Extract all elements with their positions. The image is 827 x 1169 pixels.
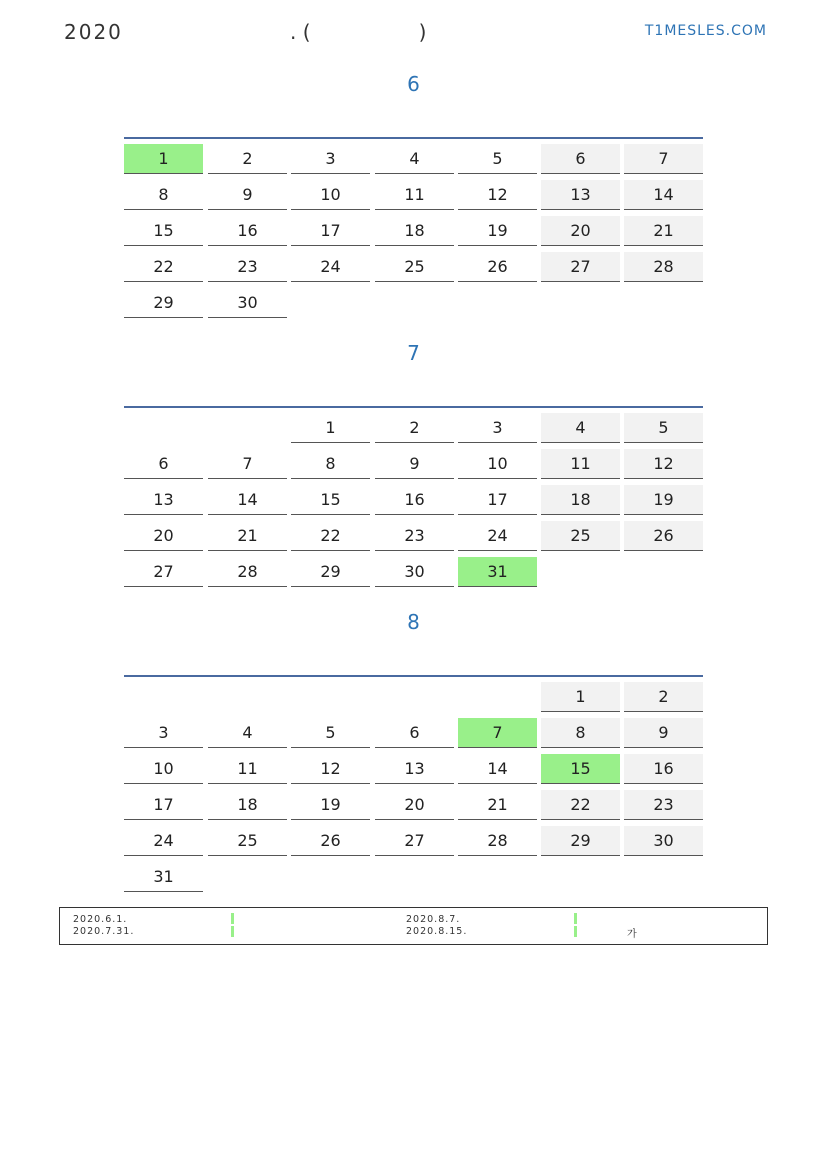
calendar-day: 27 (124, 557, 203, 587)
calendar-day-holiday: 31 (458, 557, 537, 587)
calendar-day: 3 (124, 718, 203, 748)
calendar-day-weekend: 18 (541, 485, 620, 515)
calendar-day: 14 (458, 754, 537, 784)
legend-date: 2020.8.7. (406, 914, 461, 925)
calendar-day: 28 (208, 557, 287, 587)
calendar-day: 10 (291, 180, 370, 210)
calendar-day-holiday: 7 (458, 718, 537, 748)
calendar-day: 22 (291, 521, 370, 551)
calendar-day: 24 (458, 521, 537, 551)
month-divider (124, 675, 703, 677)
calendar-day: 9 (208, 180, 287, 210)
calendar-day: 24 (291, 252, 370, 282)
calendar-day: 1 (291, 413, 370, 443)
legend-date: 2020.8.15. (406, 926, 468, 937)
calendar-day-weekend: 30 (624, 826, 703, 856)
calendar-day: 21 (208, 521, 287, 551)
calendar-day: 6 (375, 718, 454, 748)
calendar-day-weekend: 7 (624, 144, 703, 174)
calendar-day-weekend: 27 (541, 252, 620, 282)
calendar-day: 25 (375, 252, 454, 282)
calendar-day-weekend: 20 (541, 216, 620, 246)
calendar-day: 19 (458, 216, 537, 246)
calendar-day: 3 (291, 144, 370, 174)
calendar-day: 18 (375, 216, 454, 246)
calendar-day: 31 (124, 862, 203, 892)
calendar-day: 2 (208, 144, 287, 174)
calendar-day-weekend: 29 (541, 826, 620, 856)
calendar-day-weekend: 26 (624, 521, 703, 551)
month-title: 8 (407, 610, 420, 634)
legend-note: 가 (627, 929, 637, 940)
calendar-day: 21 (458, 790, 537, 820)
month-title: 6 (407, 72, 420, 96)
calendar-day-weekend: 22 (541, 790, 620, 820)
calendar-day: 16 (375, 485, 454, 515)
legend-date: 2020.7.31. (73, 926, 135, 937)
calendar-day: 25 (208, 826, 287, 856)
page-header (0, 0, 827, 60)
calendar-day-weekend: 25 (541, 521, 620, 551)
legend-marker (574, 913, 577, 924)
calendar-day: 18 (208, 790, 287, 820)
calendar-day-holiday: 15 (541, 754, 620, 784)
calendar-day: 8 (291, 449, 370, 479)
calendar-day: 16 (208, 216, 287, 246)
calendar-day: 29 (124, 288, 203, 318)
calendar-day: 11 (208, 754, 287, 784)
calendar-day-weekend: 13 (541, 180, 620, 210)
calendar-day-weekend: 1 (541, 682, 620, 712)
calendar-day: 3 (458, 413, 537, 443)
brand-link[interactable]: T1MESLES.COM (644, 23, 767, 39)
calendar-day-weekend: 6 (541, 144, 620, 174)
calendar-day-weekend: 8 (541, 718, 620, 748)
calendar-day: 20 (375, 790, 454, 820)
month-divider (124, 406, 703, 408)
calendar-day: 7 (208, 449, 287, 479)
calendar-day: 6 (124, 449, 203, 479)
calendar-day-weekend: 4 (541, 413, 620, 443)
legend-marker (231, 913, 234, 924)
calendar-day-weekend: 19 (624, 485, 703, 515)
calendar-day: 2 (375, 413, 454, 443)
calendar-day-weekend: 21 (624, 216, 703, 246)
month-title: 7 (407, 341, 420, 365)
calendar-day-weekend: 28 (624, 252, 703, 282)
calendar-day: 30 (208, 288, 287, 318)
calendar-day: 4 (208, 718, 287, 748)
calendar-day-weekend: 9 (624, 718, 703, 748)
calendar-day: 22 (124, 252, 203, 282)
calendar-day: 13 (375, 754, 454, 784)
calendar-day-weekend: 16 (624, 754, 703, 784)
legend-date: 2020.6.1. (73, 914, 128, 925)
calendar-day: 12 (291, 754, 370, 784)
calendar-day: 10 (124, 754, 203, 784)
calendar-day: 15 (124, 216, 203, 246)
calendar-day-weekend: 2 (624, 682, 703, 712)
calendar-day: 19 (291, 790, 370, 820)
legend-marker (574, 926, 577, 937)
calendar-day: 14 (208, 485, 287, 515)
calendar-day-weekend: 11 (541, 449, 620, 479)
calendar-day: 15 (291, 485, 370, 515)
calendar-day: 13 (124, 485, 203, 515)
calendar-day: 10 (458, 449, 537, 479)
calendar-day: 8 (124, 180, 203, 210)
calendar-day: 17 (291, 216, 370, 246)
calendar-day: 17 (458, 485, 537, 515)
calendar-day: 29 (291, 557, 370, 587)
calendar-day: 11 (375, 180, 454, 210)
calendar-day-weekend: 23 (624, 790, 703, 820)
calendar-day-weekend: 5 (624, 413, 703, 443)
calendar-day-holiday: 1 (124, 144, 203, 174)
calendar-day: 27 (375, 826, 454, 856)
calendar-day: 5 (291, 718, 370, 748)
calendar-day: 26 (291, 826, 370, 856)
calendar-title: . ( ) (290, 20, 427, 44)
calendar-day: 4 (375, 144, 454, 174)
month-divider (124, 137, 703, 139)
calendar-day: 9 (375, 449, 454, 479)
holiday-legend (59, 907, 768, 945)
calendar-day-weekend: 14 (624, 180, 703, 210)
calendar-day: 30 (375, 557, 454, 587)
calendar-day: 17 (124, 790, 203, 820)
calendar-day: 12 (458, 180, 537, 210)
calendar-year: 2020 (64, 20, 123, 44)
calendar-day: 26 (458, 252, 537, 282)
calendar-day: 20 (124, 521, 203, 551)
calendar-day: 23 (208, 252, 287, 282)
calendar-day: 23 (375, 521, 454, 551)
calendar-day: 24 (124, 826, 203, 856)
calendar-day-weekend: 12 (624, 449, 703, 479)
legend-marker (231, 926, 234, 937)
calendar-day: 5 (458, 144, 537, 174)
calendar-day: 28 (458, 826, 537, 856)
